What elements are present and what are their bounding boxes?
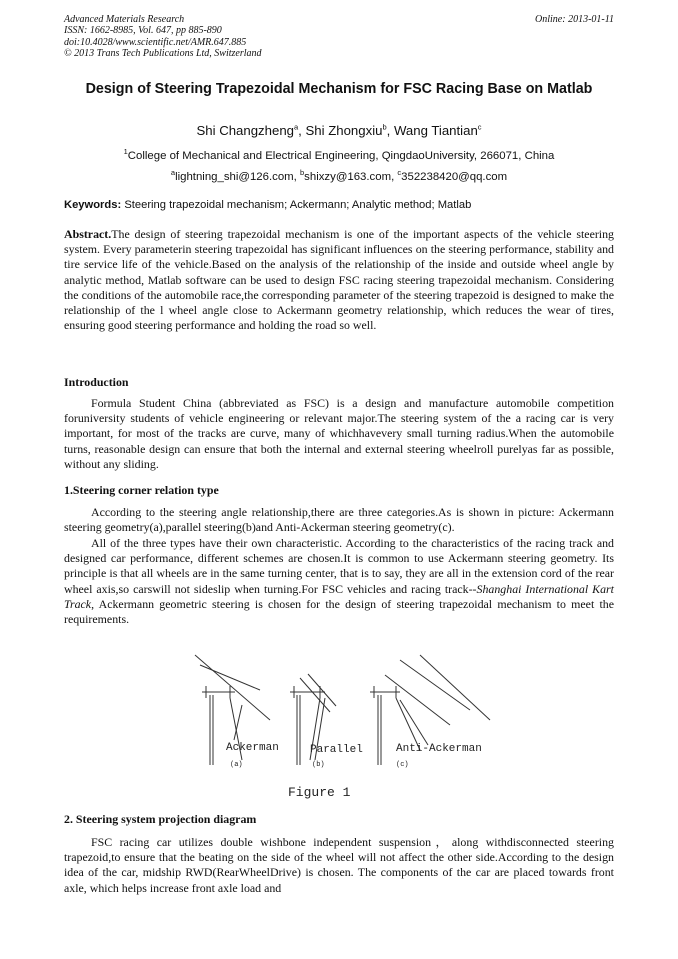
section1-para2 [64, 536, 614, 627]
figure-sublabel-b: (b) [312, 761, 325, 769]
author-mark: a [293, 122, 299, 132]
email-link[interactable]: lightning_shi@126.com [175, 171, 294, 183]
paper-title: Design of Steering Trapezoidal Mechanism for FSC Racing Base on Matlab [85, 81, 593, 97]
figure-sublabel-a: (a) [230, 761, 243, 769]
figure-caption: Figure 1 [288, 785, 351, 800]
abstract [64, 227, 614, 333]
journal-header [64, 14, 262, 59]
keywords-label: Keywords: [64, 199, 122, 211]
figure-label-c: Anti-Ackerman [396, 743, 482, 755]
email-list: $^a$lightning_shi@126.com, $^b$shixzy@163.com, $^c$352238420@qq.com [170, 168, 508, 183]
section1-heading: 1.Steering corner relation type [64, 483, 219, 497]
introduction-text: Formula Student China (abbreviated as FSC) is a design and manufacture automobile competition foruniversity students of vehicle engineering or relevant major.The steering system of the a racing car is very important, for most of the tracks are curve, many of whichhavevery small turning radius.When the automobile turns, reasonable design can ensure that both the internal and external steering wheelroll purelyas far as possible, without any sliding. [64, 396, 614, 471]
copyright-line: © 2013 Trans Tech Publications Ltd, Switzerland [64, 47, 262, 59]
email-link[interactable]: 352238420@qq.com [401, 171, 508, 183]
affiliation-text: College of Mechanical and Electrical Engineering, QingdaoUniversity, 266071, China [127, 150, 555, 162]
email-mark: c [397, 168, 402, 178]
author-list: Shi Changzheng$^a$, Shi Zhongxiu$^b$, Wang Tiantian$^c$ [196, 122, 482, 138]
journal-name: Advanced Materials Research [64, 14, 185, 25]
figure-label-b: Parallel [310, 744, 363, 756]
author-mark: b [382, 122, 387, 132]
email-mark: b [300, 168, 305, 178]
keywords-text: Steering trapezoidal mechanism; Ackermann; Analytic method; Matlab [124, 199, 472, 211]
affiliation [64, 147, 614, 162]
author-name: Shi Changzheng [196, 123, 294, 138]
figure-sublabel-c: (c) [396, 761, 409, 769]
para2-start: All of the three types have their own characteristic. According to the characteristics of the racing track and designed car performance, different schemes are chosen.It is common to use Ackermann steering geometry. Its principle is that all wheels are in the same turning center, that is to say, they are all in the extension cord of the rear wheel axis,so carswill not sideslip when turning.For FSC vehicles and racing track-- [64, 536, 614, 596]
section2-heading: 2. Steering system projection diagram [64, 812, 257, 826]
section2-text: FSC racing car utilizes double wishbone independent suspension，along withdisconnected steering trapezoid,to ensure that the beating on the side of the wheel will not affect the other side.According to the design idea of the car, midship RWD(RearWheelDrive) is chosen. The components of the car are placed towards front axle, which helps increase front axle load and [64, 835, 614, 895]
doi-line: doi:10.4028/www.scientific.net/AMR.647.885 [64, 36, 247, 48]
figure-label-a: Ackerman [226, 742, 279, 754]
para2-track-name: Shanghai International Kart Track [64, 581, 614, 611]
figure-1-diagram [190, 650, 500, 805]
para2-end: , Ackermann geometric steering is chosen for the design of steering trapezoidal mechanism to meet the requirements. [64, 596, 614, 627]
keywords [64, 199, 614, 211]
author-name: Shi Zhongxiu [305, 123, 383, 138]
online-date: Online: 2013-01-11 [535, 14, 614, 25]
email-link[interactable]: shixzy@163.com [304, 171, 392, 183]
abstract-text: The design of steering trapezoidal mechanism is one of the important aspects of the vehicle steering system. Every parameterin steering trapezoidal has significant influences on the steering performance, stability and tire service life of the vehicle.Based on the analysis of the relationship of the inside and outside wheel angle by analytic method, Matlab software can be used to design FSC racing steering trapezoidal mechanism. Considering the conditions of the automobile race,the corresponding parameter of the steering trapezoid is designed to make the relationship of the l wheel angle close to Ackermann geometry relationship, which reduces the wear of tires, ensuring good steering performance and holding the road so well. [64, 227, 614, 333]
email-mark: a [170, 168, 176, 178]
abstract-label: Abstract. [64, 227, 112, 241]
affiliation-mark: 1 [123, 147, 128, 157]
section1-para1: According to the steering angle relationship,there are three categories.As is shown in picture: Ackermann steering geometry(a),parallel steering(b)and Anti-Ackerman steering geometry(c). [64, 505, 614, 535]
issn-line: ISSN: 1662-8985, Vol. 647, pp 885-890 [64, 25, 222, 37]
introduction-heading: Introduction [64, 375, 129, 389]
author-mark: c [477, 122, 482, 132]
author-name: Wang Tiantian [393, 123, 478, 138]
